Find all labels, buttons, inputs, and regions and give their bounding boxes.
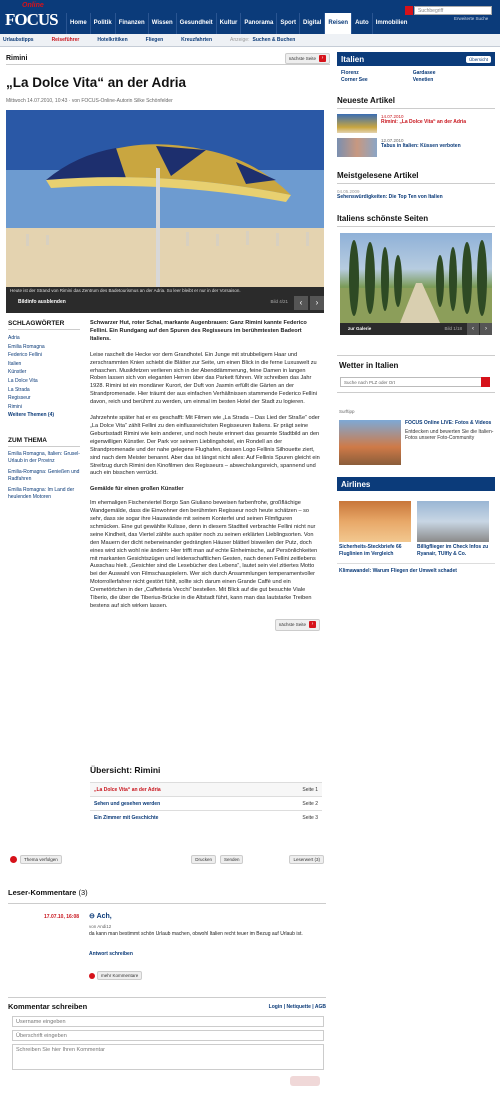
- related-list: [8, 451, 80, 500]
- prev-image-icon[interactable]: ‹: [294, 296, 308, 310]
- extended-search-link[interactable]: Erweiterte Suche: [454, 16, 489, 21]
- reader-value-button[interactable]: Leserwert (3): [289, 855, 324, 864]
- image-counter: Bild 4/21: [270, 299, 288, 304]
- weather-heading: Wetter in Italien: [339, 361, 399, 370]
- login-netiquette-links[interactable]: Login | Netiquette | AGB: [268, 1003, 326, 1010]
- surftipp-description: Entdecken und bewerten Sie die Italien-Fotos unserer Foto-Community: [405, 428, 494, 441]
- nav-item-home[interactable]: Home: [66, 13, 90, 34]
- comments-count: (3): [78, 888, 88, 897]
- region-link[interactable]: Florenz: [341, 70, 359, 76]
- related-link[interactable]: Emilia-Romagna: Genießen und Radfahren: [8, 469, 80, 482]
- surftipp-title[interactable]: FOCUS Online LIVE: Fotos & Videos: [405, 420, 492, 426]
- next-page-button-bottom[interactable]: [275, 619, 320, 631]
- nav-item-immobilien[interactable]: Immobilien: [372, 13, 411, 34]
- article-title: „La Dolce Vita“ an der Adria: [6, 75, 187, 90]
- region-link[interactable]: Gardasee: [412, 70, 436, 76]
- tag-list: [8, 334, 80, 411]
- subnav-item[interactable]: Fliegen: [145, 37, 164, 43]
- klima-link[interactable]: Klimawandel: Warum Fliegen der Umwelt schadet: [337, 563, 495, 574]
- tag-link[interactable]: Italien: [8, 360, 22, 367]
- article-photo[interactable]: [6, 110, 324, 287]
- newest-date: 14.07.2010: [381, 114, 404, 119]
- tag-link[interactable]: Emilia Romagna: [8, 343, 45, 350]
- airline-item[interactable]: [339, 501, 413, 557]
- newest-text: [381, 114, 466, 133]
- share-buttons: [191, 855, 243, 864]
- newest-title: Tabus in Italien: Küssen verboten: [381, 143, 461, 149]
- minus-circle-icon[interactable]: ⊖: [89, 913, 95, 920]
- subnav-item[interactable]: Reiseführer: [51, 37, 80, 43]
- overview-row-page: Seite 1: [302, 786, 318, 793]
- image-caption-bar: [6, 287, 324, 313]
- surftipp-item[interactable]: [337, 420, 495, 465]
- section-title: Rimini: [6, 55, 28, 62]
- related-link[interactable]: Emilia Romagna: Im Land der heulenden Motoren: [8, 487, 75, 500]
- airport-image: [417, 501, 489, 542]
- nav-item-gesundheit[interactable]: Gesundheit: [176, 13, 216, 34]
- print-button[interactable]: Drucken: [191, 855, 216, 864]
- beach-umbrella-image: [6, 110, 324, 287]
- region-links: [337, 66, 495, 88]
- action-bar: [10, 852, 324, 866]
- surftipp-text: [405, 420, 495, 465]
- italien-title: Italien: [341, 54, 365, 64]
- overview-row[interactable]: [90, 810, 322, 824]
- airplane-image: [339, 501, 411, 542]
- gallery-counter: Bild 1/18: [444, 326, 462, 331]
- paragraph-3: Im ehemaligen Fischerviertel Borgo San Giuliano beweisen farbenfrohe, großflächige Wandgemälde, dass die Einwohner den berühmten Regisseur noch heute schätzen – so sehr, dass sie sogar ihre Hauswände mit seinem Konterfei und seinen Filmfiguren schmücken. Eine gut gewählte Kulisse, denn in diesem Stadtteil verbrachte Fellini nicht nur seine Kindheit, das Viertel zählte auch später noch zu seinen erklärten Lieblingsorten. Von den Mauern der dicht nebeneinander gedrängten Häuser blätterl bisweilen der Putz, doch eines wird sich wohl nie ändern: Hier trifft man auf echte Einheimische, auf Persönlichkeiten mit markanten Gesichtszügen und leidenschaftlichen Gesten, nach denen Fellini zeitlebens Ausschau hielt. „Gesichter sind die Lesebücher des Lebens“, lautet sein viel zitiertes Motto bei der Auswahl von Filmschauspielern. Wer sich durch Ansammlungen temperamentvoller Motorrollerfahrer nicht gestört fühlt, sollte sich darum einen Grande Caffè und ein Cremetörtchen in der „Caffetteria Vecchi“ bestellen. Mit Blick auf die gut besuchte Viale Tiberio, die über die Tiberius-Brücke in die Altstadt führt, kann man das lautstarke Treiben bestens auf sich wirken lassen.: [90, 500, 318, 609]
- weather-search-input[interactable]: [340, 377, 490, 387]
- subject-field[interactable]: Überschrift eingeben: [12, 1030, 324, 1041]
- gallery-bar: [340, 323, 492, 335]
- tag-link[interactable]: La Strada: [8, 386, 30, 393]
- airline-item[interactable]: [417, 501, 491, 557]
- focus-online-logo[interactable]: [3, 2, 63, 30]
- send-button[interactable]: Senden: [220, 855, 244, 864]
- next-image-icon[interactable]: ›: [310, 296, 324, 310]
- comment-title[interactable]: [89, 912, 112, 920]
- newest-heading: Neueste Artikel: [337, 96, 495, 109]
- comments-section: [8, 888, 326, 904]
- follow-icon: [10, 856, 17, 863]
- region-link[interactable]: Corner See: [341, 77, 368, 83]
- nav-item-digital[interactable]: Digital: [299, 13, 324, 34]
- more-topics-link[interactable]: Weitere Themen (4): [8, 412, 55, 419]
- hide-info-button[interactable]: Bildinfo ausblenden: [18, 299, 66, 305]
- comment-title-text: Ach,: [96, 913, 112, 920]
- article-area: [6, 53, 330, 313]
- nav-item-auto[interactable]: Auto: [351, 13, 372, 34]
- main-nav: [66, 13, 410, 34]
- nav-item-kultur[interactable]: Kultur: [216, 13, 241, 34]
- write-comment-heading: [8, 1002, 326, 1011]
- tag-link[interactable]: Federico Fellini: [8, 352, 42, 359]
- section-bar: [6, 53, 330, 65]
- chevron-right-icon: ›: [309, 621, 316, 628]
- mostread-date: 04.05.2009: [337, 189, 360, 194]
- logo-online-text: Online: [22, 2, 44, 9]
- related-heading: ZUM THEMA: [8, 437, 80, 447]
- follow-topic-button[interactable]: [10, 855, 62, 864]
- ad-label: Anzeige:: [230, 37, 250, 43]
- newest-title: Rimini: „La Dolce Vita“ an der Adria: [381, 119, 467, 125]
- region-col-1: [341, 70, 368, 84]
- more-comments-button[interactable]: [89, 971, 142, 980]
- overview-box: [90, 765, 322, 824]
- overview-rows: [90, 782, 322, 824]
- overview-row[interactable]: [90, 796, 322, 810]
- article-thumbnail: [337, 138, 377, 157]
- search-icon[interactable]: [405, 6, 413, 15]
- paragraph-2: Jahrzehnte später hat er es geschafft: Mit Filmen wie „La Strada – Das Lied der Straße“ oder „La Dolce Vita“ zählt Fellini zu den einflussreichsten Regisseuren Italiens. Er prägt seine Geburtsstadt Rimini wie kein anderer, und noch heute erinnert das gesamte Stadtbild an den eigenwilligen Künstler. Der Park vor seinem Lieblingshotel, ein Rondell an der Strandpromenade und der nahe gelegene Flughafen, dessen Logo Fellinis Silhouette ziert, sind nach dem Meister benannt. Aber das ist längst nicht alles: Auf Fellinis Spuren gleicht ein Streifzug durch Rimini den Kinofilmen des Regisseurs – abwechslungsreich, spannend und auch ein bisschen verrückt.: [90, 415, 320, 477]
- to-gallery-link[interactable]: zur Galerie: [348, 326, 372, 331]
- related-link[interactable]: Emilia Romagna, Italien: Grusel-Urlaub in der Provinz: [8, 451, 80, 464]
- overview-row-page: Seite 2: [302, 800, 318, 807]
- write-comment-title: Kommentar schreiben: [8, 1002, 88, 1011]
- mostread-heading: Meistgelesene Artikel: [337, 171, 495, 184]
- airlines-header: [337, 477, 495, 491]
- subnav-item[interactable]: Urlaubstipps: [3, 37, 34, 43]
- chevron-right-icon: ›: [319, 55, 326, 62]
- mostread-item[interactable]: [337, 189, 495, 200]
- tag-link[interactable]: Rimini: [8, 403, 22, 410]
- tag-link[interactable]: La Dolce Vita: [8, 377, 38, 384]
- surftipp-image: [339, 420, 401, 465]
- search-icon[interactable]: [481, 377, 490, 387]
- chevron-down-icon: [89, 973, 95, 979]
- cypress-avenue-image: [340, 233, 492, 323]
- sub-nav: [0, 34, 500, 47]
- airlines-title: Airlines: [341, 479, 371, 489]
- subnav-item[interactable]: Hotelkritiken: [97, 37, 128, 43]
- newest-text: [381, 138, 461, 157]
- overview-button[interactable]: Übersicht: [466, 56, 491, 63]
- region-link[interactable]: Venetien: [412, 77, 434, 83]
- newest-item[interactable]: [337, 138, 495, 157]
- overview-heading: Übersicht: Rimini: [90, 765, 161, 775]
- comment-date: 17.07.10, 16:08: [44, 914, 80, 920]
- username-field[interactable]: Username eingeben: [12, 1016, 324, 1027]
- reply-link[interactable]: Antwort schreiben: [89, 951, 133, 957]
- comment-textarea[interactable]: Schreiben Sie hier Ihren Kommentar: [12, 1044, 324, 1070]
- tag-link[interactable]: Künstler: [8, 369, 27, 376]
- more-comments-label: mehr Kommentare: [97, 971, 142, 980]
- comments-title: Leser-Kommentare: [8, 888, 77, 897]
- comment-author[interactable]: von Andi12: [89, 924, 112, 929]
- airline-title: Billigflieger im Check Infos zu Ryanair, TUIfly & Co.: [417, 544, 489, 557]
- mostread-title: Sehenswürdigkeiten: Die Top Ten von Italien: [337, 194, 443, 200]
- comment-text: da kann man bestimmt schön Urlaub machen, obwohl Italien recht teuer im Bezug auf Urlaub ist.: [89, 931, 303, 937]
- prev-image-icon[interactable]: ‹: [467, 323, 479, 335]
- surftipp-label: Surftipp: [339, 409, 355, 414]
- nav-item-finanzen[interactable]: Finanzen: [115, 13, 148, 34]
- site-header: [0, 0, 500, 34]
- next-page-label: nächste Seite: [288, 56, 316, 61]
- image-caption: Heute ist der Strand von Rimini das Zentrum des Badetourismus an der Adria. So leer bleibt er nur in der Vorsaison.: [10, 288, 241, 293]
- article-meta: Mittwoch 14.07.2010, 10:43 · von FOCUS-Online-Autorin Silke Schönfelder: [6, 98, 173, 104]
- overview-row[interactable]: [90, 782, 322, 796]
- article-body: [90, 320, 320, 641]
- gallery-heading: Italiens schönste Seiten: [337, 214, 495, 227]
- overview-row-title: Sehen und gesehen werden: [94, 800, 161, 807]
- tag-link[interactable]: Regisseur: [8, 395, 31, 402]
- overview-row-title: „La Dolce Vita“ an der Adria: [94, 786, 161, 793]
- next-image-icon[interactable]: ›: [480, 323, 492, 335]
- ad-link[interactable]: Suchen & Buchen: [252, 37, 296, 43]
- nav-item-sport[interactable]: Sport: [276, 13, 299, 34]
- overview-row-page: Seite 3: [302, 814, 318, 821]
- airlines-items: [337, 501, 495, 557]
- divider: [8, 903, 326, 904]
- next-page-label: nächste Seite: [278, 621, 306, 627]
- nav-item-panorama[interactable]: Panorama: [240, 13, 276, 34]
- italien-header: [337, 52, 495, 66]
- airline-title: Sicherheits-Steckbriefe 66 Fluglinien im Vergleich: [339, 544, 402, 557]
- weather-placeholder: Suche nach PLZ oder Ort: [344, 380, 396, 385]
- subheading: Gemälde für einen großen Künstler: [90, 486, 184, 493]
- newest-date: 12.07.2010: [381, 138, 404, 143]
- logo-focus-text: FOCUS: [5, 10, 58, 29]
- related-box: [8, 437, 80, 505]
- subnav-item[interactable]: Kreuzfahrten: [181, 37, 213, 43]
- newest-item[interactable]: [337, 114, 495, 133]
- right-column: [337, 52, 495, 574]
- tags-heading: SCHLAGWÖRTER: [8, 320, 80, 330]
- tag-link[interactable]: Adria: [8, 335, 20, 341]
- follow-label: Thema verfolgen: [20, 855, 62, 864]
- nav-item-reisen[interactable]: Reisen: [324, 13, 351, 34]
- comments-heading: [8, 888, 326, 897]
- region-col-2: [413, 70, 436, 84]
- nav-item-politik[interactable]: Politik: [90, 13, 115, 34]
- next-page-bottom: [90, 619, 320, 631]
- article-thumbnail: [337, 114, 377, 133]
- next-page-button[interactable]: [285, 53, 330, 64]
- nav-item-wissen[interactable]: Wissen: [148, 13, 176, 34]
- tags-box: [8, 320, 80, 420]
- write-comment-section: [8, 997, 326, 1011]
- submit-comment-button[interactable]: [290, 1076, 320, 1086]
- divider: [8, 997, 326, 998]
- paragraph-1: Leise raschelt die Hecke vor dem Grandhotel. Ein Junge mit strubbeligem Haar und zerschrammten Knien schiebt die Blätter zur Seite, um einen Blick in die ferne Luxuswelt zu erhaschen. Musikfetzen verlieren sich in der Abenddämmerung, feine Damen in langen Roben lassen sich von eleganten Herren über das Parkett führen. Wir schreiben das Jahr 1928. Rimini ist ein mondäner Kurort, der Duft von Jasmin erfüllt die Gärten an der Strandpromenade. Hier träumt der aus einfachen Verhältnissen stammende Federico Fellini davon, reich und berühmt zu werden, um einmal im besten Hotel der Stadt zu logieren.: [90, 351, 317, 406]
- weather-box: [337, 355, 495, 393]
- overview-row-title: Ein Zimmer mit Geschichte: [94, 814, 159, 821]
- gallery-image[interactable]: [340, 233, 492, 323]
- search-input[interactable]: Suchbegriff: [414, 6, 492, 15]
- article-lead: Schwarzer Hut, roter Schal, markante Augenbrauen: Ganz Rimini kannte Federico Fellini. Ein Rundgang auf den Spuren des Regisseurs im berühmtesten Badeort Italiens.: [90, 320, 307, 342]
